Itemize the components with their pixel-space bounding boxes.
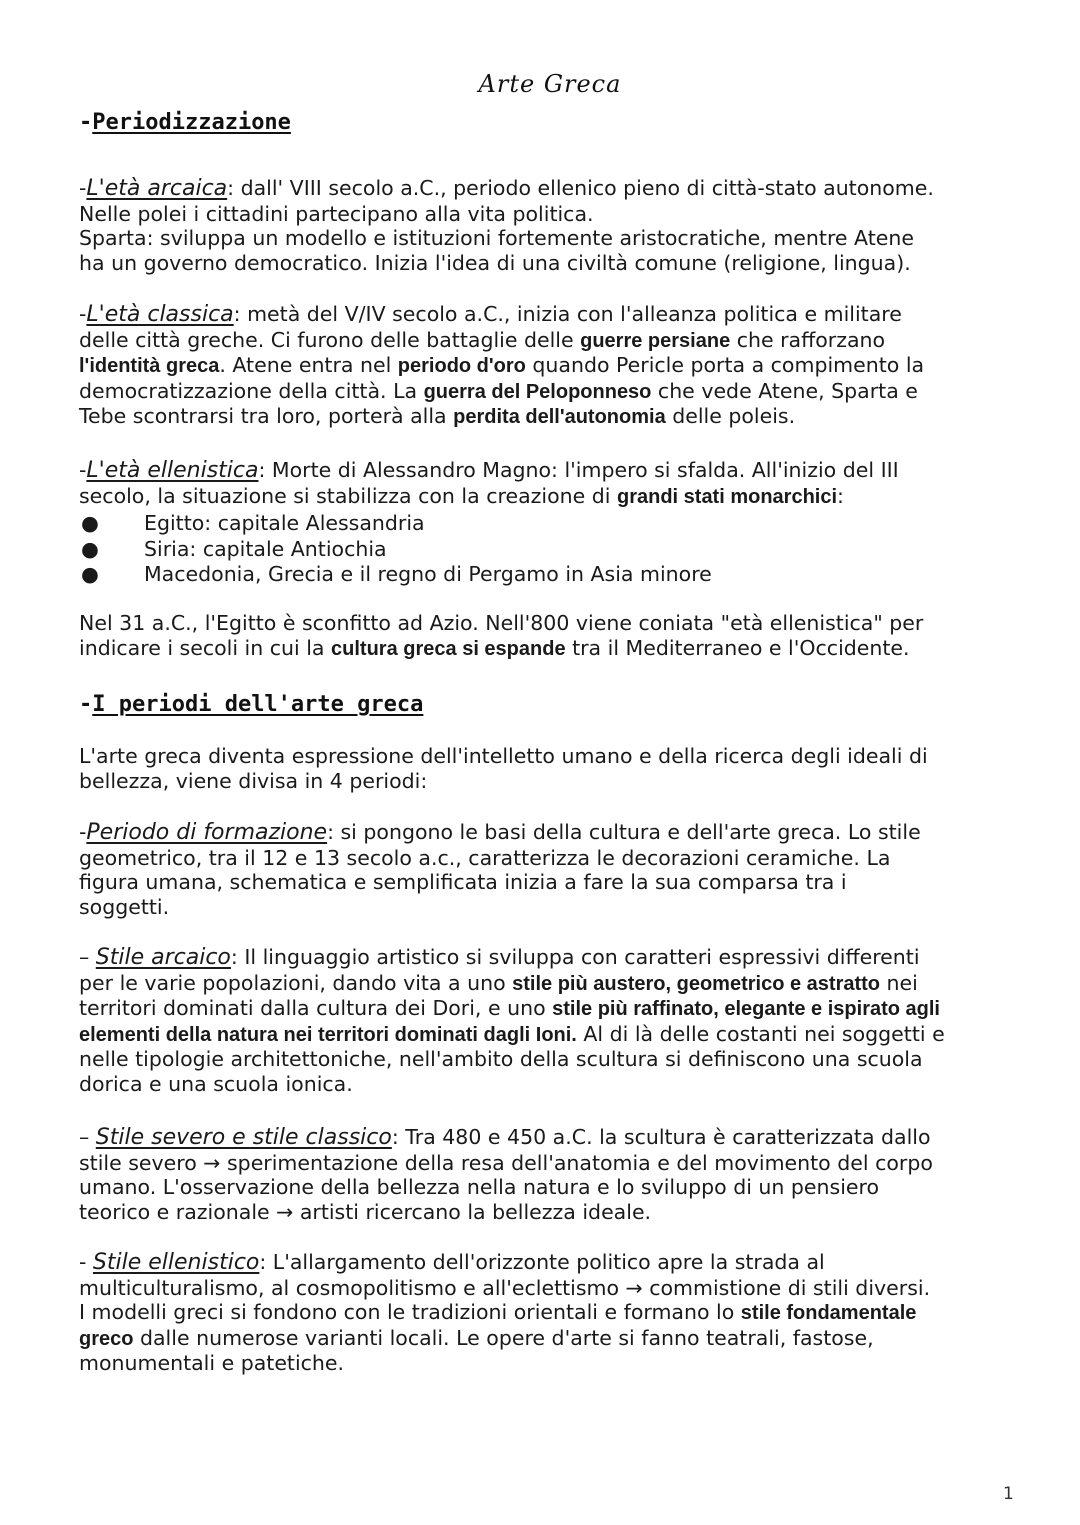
- label-stile-ellenistico: Stile ellenistico: [92, 1250, 260, 1275]
- paragraph-stile-severo: – Stile severo e stile classico: Tra 480 e 450 a.C. la scultura è caratterizzata dallo stile severo → sperimentazione della resa dell'anatomia e del movimento del corpo umano. L'osservazione della bellezza nella natura e lo sviluppo di un pensiero teorico e razionale → artisti ricercano la bellezza ideale.: [79, 1125, 933, 1224]
- label-eta-classica: L'età classica: [86, 302, 234, 327]
- paragraph-eta-arcaica: -L'età arcaica: dall' VIII secolo a.C., periodo ellenico pieno di città-stato autonome. Nelle polei i cittadini partecipano alla vita politica. Sparta: sviluppa un modello e istituzioni fortemente aristocratiche, mentre Atene ha un governo democratico. Inizia l'idea di una civiltà comune (religione, lingua).: [79, 176, 934, 275]
- paragraph-eta-classica: -L'età classica: metà del V/IV secolo a.C., inizia con l'alleanza politica e militare delle città greche. Ci furono delle battaglie delle guerre persiane che rafforzano l'identità greca. Atene entra nel periodo d'oro quando Pericle porta a compimento la democratizzazione della città. La guerra del Peloponneso che vede Atene, Sparta e Tebe scontrarsi tra loro, porterà alla perdita dell'autonomia delle poleis.: [79, 302, 925, 429]
- paragraph-stile-arcaico: – Stile arcaico: Il linguaggio artistico si sviluppa con caratteri espressivi differenti per le varie popolazioni, dando vita a uno stile più austero, geometrico e astratto nei territori dominati dalla cultura dei Dori, e uno stile più raffinato, elegante e ispirato agli elementi della natura nei territori dominati dagli Ioni. Al di là delle costanti nei soggetti e nelle tipologie architettoniche, nell'ambito della scultura si definiscono una scuola dorica e una scuola ionica.: [79, 945, 945, 1096]
- label-periodo-formazione: Periodo di formazione: [86, 820, 328, 845]
- label-eta-ellenistica: L'età ellenistica: [86, 458, 259, 483]
- list-item: ● Siria: capitale Antiochia: [81, 536, 387, 561]
- page-title: Arte Greca: [478, 70, 622, 98]
- label-stile-severo: Stile severo e stile classico: [95, 1125, 392, 1150]
- list-item: ● Macedonia, Grecia e il regno di Pergamo in Asia minore: [81, 562, 712, 586]
- page-number: 1: [1003, 1484, 1014, 1504]
- paragraph-periodo-formazione: -Periodo di formazione: si pongono le basi della cultura e dell'arte greca. Lo stile geometrico, tra il 12 e 13 secolo a.c., caratterizza le decorazioni ceramiche. La figura umana, schematica e semplificata inizia a fare la sua comparsa tra i soggetti.: [79, 820, 921, 919]
- paragraph-eta-ellenistica: -L'età ellenistica: Morte di Alessandro Magno: l'impero si sfalda. All'inizio del III secolo, la situazione si stabilizza con la creazione di grandi stati monarchici:: [79, 458, 899, 508]
- bullet-list-stati: [79, 511, 712, 588]
- label-eta-arcaica: L'età arcaica: [86, 176, 228, 201]
- list-item: ● Egitto: capitale Alessandria: [81, 511, 425, 535]
- section-heading-periodizzazione: -Periodizzazione: [79, 110, 291, 135]
- label-stile-arcaico: Stile arcaico: [95, 945, 231, 970]
- paragraph-stile-ellenistico: - Stile ellenistico: L'allargamento dell'orizzonte politico apre la strada al multiculturalismo, al cosmopolitismo e all'eclettismo → commistione di stili diversi. I modelli greci si fondono con le tradizioni orientali e formano lo stile fondamentale greco dalle numerose varianti locali. Le opere d'arte si fanno teatrali, fastose, monumentali e patetiche.: [79, 1250, 931, 1376]
- paragraph-egitto-azio: Nel 31 a.C., l'Egitto è sconfitto ad Azio. Nell'800 viene coniata "età ellenistica" per indicare i secoli in cui la cultura greca si espande tra il Mediterraneo e l'Occidente.: [79, 611, 924, 660]
- paragraph-intro-arte: L'arte greca diventa espressione dell'intelletto umano e della ricerca degli ideali di bellezza, viene divisa in 4 periodi:: [79, 744, 928, 793]
- section-heading-periodi-arte: -I periodi dell'arte greca: [79, 692, 424, 717]
